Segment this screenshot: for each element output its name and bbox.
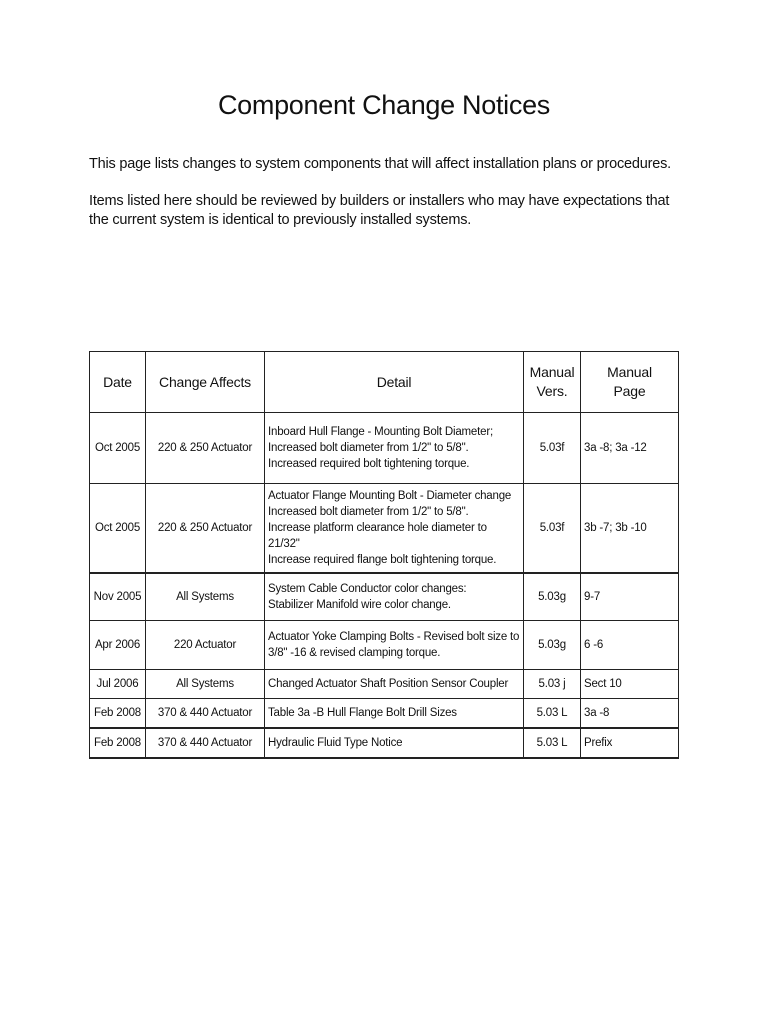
table-row <box>90 699 679 729</box>
cell-manual-page: Sect 10 <box>581 670 679 699</box>
cell-date: Oct 2005 <box>90 484 146 574</box>
header-detail: Detail <box>265 352 524 413</box>
cell-affects: 220 & 250 Actuator <box>146 413 265 484</box>
cell-manual-vers: 5.03g <box>524 621 581 670</box>
table-header-row <box>90 352 679 413</box>
header-manual-vers-line1: Manual <box>529 364 575 380</box>
table-row <box>90 728 679 758</box>
cell-manual-page: 9-7 <box>581 573 679 621</box>
detail-line: System Cable Conductor color changes: <box>268 583 467 595</box>
cell-affects: 370 & 440 Actuator <box>146 728 265 758</box>
table-row <box>90 670 679 699</box>
detail-line: Increase platform clearance hole diameter to 21/32" <box>268 522 487 550</box>
cell-manual-vers: 5.03 L <box>524 699 581 729</box>
page-title: Component Change Notices <box>217 90 550 120</box>
cell-manual-page: Prefix <box>581 728 679 758</box>
detail-line: Changed Actuator Shaft Position Sensor Coupler <box>268 678 509 690</box>
cell-affects: All Systems <box>146 573 265 621</box>
detail-line: Hydraulic Fluid Type Notice <box>268 737 403 749</box>
intro-paragraph-1: This page lists changes to system components that will affect installation plans or procedures. <box>89 156 671 172</box>
detail-line: Actuator Flange Mounting Bolt - Diameter change <box>268 490 512 502</box>
cell-affects: 370 & 440 Actuator <box>146 699 265 729</box>
cell-detail <box>265 573 524 621</box>
detail-line: Increased required bolt tightening torque. <box>268 458 470 470</box>
cell-affects: 220 Actuator <box>146 621 265 670</box>
cell-manual-vers: 5.03g <box>524 573 581 621</box>
cell-detail <box>265 699 524 729</box>
detail-line: Stabilizer Manifold wire color change. <box>268 599 451 611</box>
header-manual-vers-line2: Vers. <box>536 383 568 399</box>
cell-manual-vers: 5.03 j <box>524 670 581 699</box>
cell-date: Oct 2005 <box>90 413 146 484</box>
cell-manual-vers: 5.03f <box>524 413 581 484</box>
detail-line: Actuator Yoke Clamping Bolts - Revised bolt size to <box>268 631 520 643</box>
cell-date: Apr 2006 <box>90 621 146 670</box>
cell-affects: 220 & 250 Actuator <box>146 484 265 574</box>
table-row <box>90 484 679 574</box>
intro-paragraph-2: Items listed here should be reviewed by builders or installers who may have expectations that the current system is identical to previously installed systems. <box>89 193 670 228</box>
detail-line: 3/8" -16 & revised clamping torque. <box>268 647 441 659</box>
header-manual-page-line1: Manual <box>607 364 652 380</box>
header-change-affects: Change Affects <box>146 352 265 413</box>
cell-manual-page: 3a -8; 3a -12 <box>581 413 679 484</box>
change-notices-table <box>89 351 679 759</box>
cell-manual-vers: 5.03f <box>524 484 581 574</box>
cell-date: Feb 2008 <box>90 699 146 729</box>
cell-detail <box>265 621 524 670</box>
detail-line: Table 3a -B Hull Flange Bolt Drill Sizes <box>268 707 457 719</box>
cell-detail <box>265 670 524 699</box>
cell-detail <box>265 413 524 484</box>
detail-line: Increased bolt diameter from 1/2" to 5/8". <box>268 442 469 454</box>
cell-affects: All Systems <box>146 670 265 699</box>
detail-line: Inboard Hull Flange - Mounting Bolt Diameter; <box>268 426 493 438</box>
header-manual-page-line2: Page <box>613 383 646 399</box>
detail-line: Increase required flange bolt tightening torque. <box>268 554 497 566</box>
cell-date: Jul 2006 <box>90 670 146 699</box>
cell-detail <box>265 728 524 758</box>
cell-date: Nov 2005 <box>90 573 146 621</box>
table-row <box>90 573 679 621</box>
cell-manual-vers: 5.03 L <box>524 728 581 758</box>
header-manual-page <box>581 352 679 413</box>
cell-detail <box>265 484 524 574</box>
cell-manual-page: 3a -8 <box>581 699 679 729</box>
cell-manual-page: 6 -6 <box>581 621 679 670</box>
table-row <box>90 413 679 484</box>
header-manual-vers <box>524 352 581 413</box>
detail-line: Increased bolt diameter from 1/2" to 5/8". <box>268 506 469 518</box>
table-row <box>90 621 679 670</box>
header-date: Date <box>90 352 146 413</box>
cell-date: Feb 2008 <box>90 728 146 758</box>
cell-manual-page: 3b -7; 3b -10 <box>581 484 679 574</box>
